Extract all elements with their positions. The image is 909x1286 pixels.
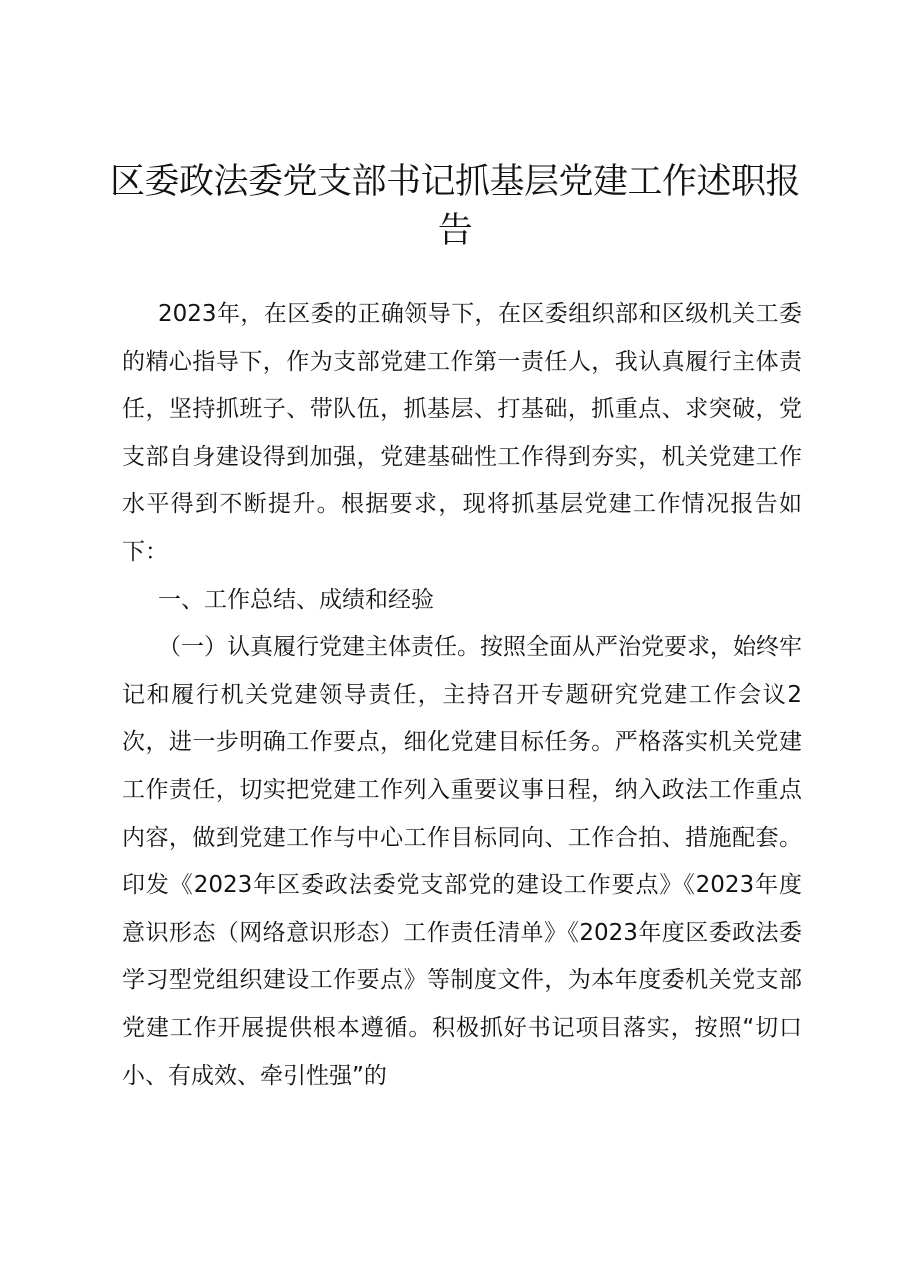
document-title: 区委政法委党支部书记抓基层党建工作述职报告 (109, 162, 800, 251)
subsection-paragraph: （一）认真履行党建主体责任。按照全面从严治党要求，始终牢记和履行机关党建领导责任，主持召开专题研究党建工作会议2次，进一步明确工作要点，细化党建目标任务。严格落实机关党建工作责任，切实把党建工作列入重要议事日程，纳入政法工作重点内容，做到党建工作与中心工作目标同向、工作合拍、措施配套。印发《2023年区委政法委党支部党的建设工作要点》《2023年度意识形态（网络意识形态）工作责任清单》《2023年度区委政法委学习型党组织建设工作要点》等制度文件，为本年度委机关党支部党建工作开展提供根本遵循。积极抓好书记项目落实，按照“切口小、有成效、牵引性强”的 (122, 634, 802, 1089)
section-heading: 一、工作总结、成绩和经验 (158, 586, 434, 613)
intro-paragraph: 2023年，在区委的正确领导下，在区委组织部和区级机关工委的精心指导下，作为支部党建工作第一责任人，我认真履行主体责任，坚持抓班子、带队伍，抓基层、打基础，抓重点、求突破，党支部自身建设得到加强，党建基础性工作得到夯实，机关党建工作水平得到不断提升。根据要求，现将抓基层党建工作情况报告如下： (122, 301, 802, 565)
document-body (122, 291, 802, 1100)
